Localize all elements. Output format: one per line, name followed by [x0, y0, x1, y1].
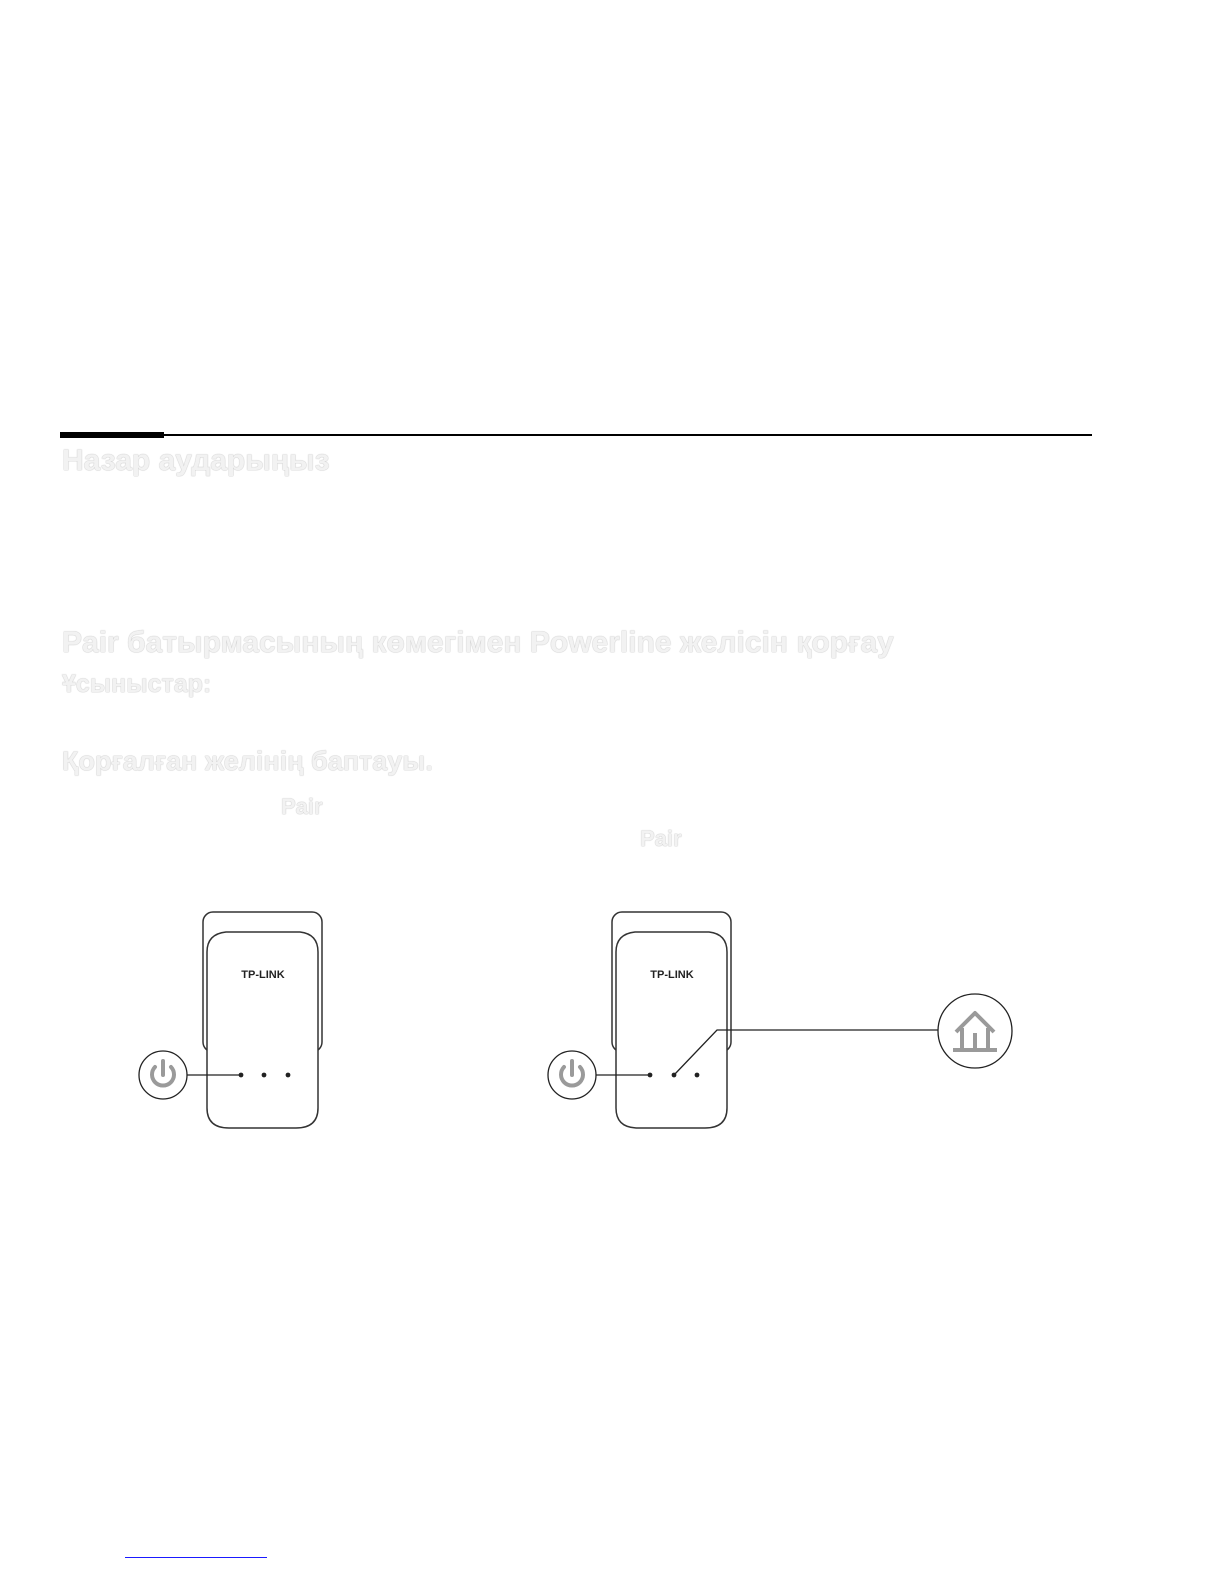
devices-illustration: [0, 890, 1224, 1150]
device-1-led-ethernet: [286, 1073, 291, 1078]
device-2-led-ethernet: [695, 1073, 700, 1078]
device-2-body: [616, 932, 727, 1128]
tips-label: Ұсыныстар:: [62, 670, 212, 698]
footer-link-underline[interactable]: [125, 1557, 267, 1558]
powerline-device-1: [139, 912, 322, 1128]
power-icon: [548, 1051, 596, 1099]
pair-label-first: Pair: [281, 794, 323, 819]
section-rule: [60, 434, 1092, 436]
pair-security-heading: Pair батырмасының көмегімен Powerline желісін қорғау: [62, 626, 894, 659]
device-1-led-powerline: [262, 1073, 267, 1078]
powerline-devices-figure: [0, 890, 1224, 1150]
pair-label-second: Pair: [640, 826, 682, 851]
house-icon: [938, 994, 1012, 1068]
device-1-body: [207, 932, 318, 1128]
note-heading: Назар аударыңыз: [62, 444, 330, 477]
setup-heading: Қорғалған желінің баптауы.: [62, 746, 433, 776]
device-2-brand: TP-LINK: [650, 969, 694, 981]
powerline-device-2: [548, 912, 1012, 1128]
power-icon: [139, 1051, 187, 1099]
device-1-brand: TP-LINK: [241, 969, 285, 981]
